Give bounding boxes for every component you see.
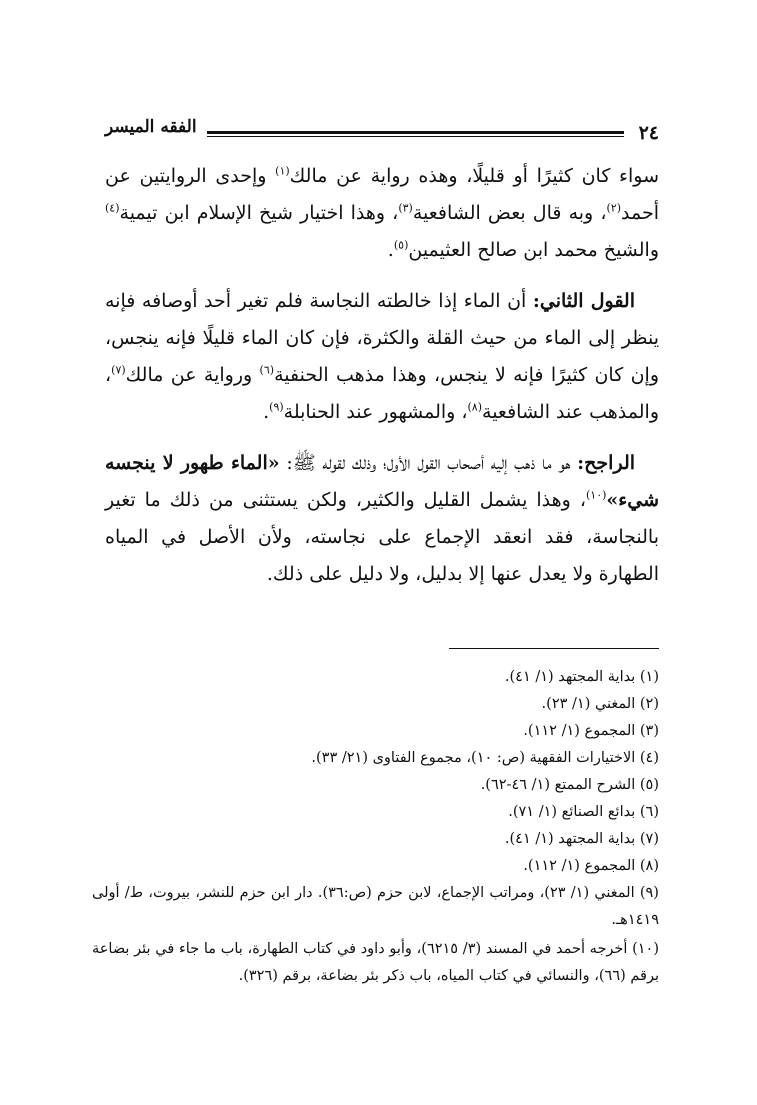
footnote-item: (٦) بدائع الصنائع (١/ ٧١). [508, 804, 659, 820]
footnote-item: (٥) الشرح الممتع (١/ ٤٦-٦٢). [480, 777, 659, 793]
footnote-ref[interactable]: (٨) [467, 400, 483, 414]
paragraph-3 [105, 445, 659, 593]
footnote-ref[interactable]: (٢) [606, 201, 622, 215]
text-run: ، وهذا اختيار شيخ الإسلام ابن تيمية [119, 202, 399, 224]
footnotes [92, 664, 659, 990]
text-run: ، والمشهور عند الحنابلة [283, 401, 468, 423]
footnote-ref[interactable]: (٩) [269, 400, 284, 414]
text-run: ، والمذهب عند الشافعية [105, 364, 659, 423]
footnote-ref[interactable]: (٤) [105, 201, 120, 215]
paragraph-2 [105, 283, 659, 431]
footnote-ref[interactable]: (٧) [111, 363, 126, 377]
text-run: والشيخ محمد ابن صالح العثيمين [408, 239, 659, 261]
page-number: ٢٤ [638, 122, 659, 144]
footnote-ref[interactable]: (١) [275, 164, 290, 178]
text-run: ، وهذا يشمل القليل والكثير، ولكن يستثنى من ذلك ما تغير بالنجاسة، فقد انعقد الإجماع على نجاسته، ولأن الأصل في المياه الطهارة ولا يعدل عنها إلا بدليل، ولا دليل على ذلك. [105, 489, 659, 585]
footnote-item: (٨) المجموع (١/ ١١٢). [523, 858, 659, 874]
footnote-item: (٤) الاختيارات الفقهية (ص: ١٠)، مجموع الفتاوى (٢١/ ٣٣). [311, 750, 659, 766]
footnote-item: (٧) بداية المجتهد (١/ ٤١). [504, 831, 659, 847]
text-run: هو ما ذهب إليه أصحاب القول الأول؛ وذلك لقوله ﷺ: [279, 452, 578, 474]
text-run: . [263, 401, 270, 423]
footnote-ref[interactable]: (٥) [393, 238, 409, 252]
footnote-ref[interactable]: (٦) [259, 363, 275, 377]
text-run: سواء كان كثيرًا أو قليلًا، وهذه رواية عن مالك [289, 165, 660, 187]
paragraph-1 [105, 158, 659, 269]
footnote-ref[interactable]: (٣) [398, 201, 413, 215]
section-lead: القول الثاني: [532, 290, 635, 312]
footnote-item: (٣) المجموع (١/ ١١٢). [523, 723, 659, 739]
book-title: الفقه الميسر [105, 117, 207, 137]
main-text [105, 158, 659, 607]
footnote-item: (١٠) أخرجه أحمد في المسند (٣/ ٦٢١٥)، وأبو داود في كتاب الطهارة، باب ما جاء في بئر بضاعة برقم (٦٦)، والنسائي في كتاب المياه، باب ذكر بئر بضاعة، برقم (٣٢٦). [92, 941, 660, 984]
hadith-quote: «الماء طهور لا ينجسه شيء» [105, 452, 659, 511]
footnote-ref[interactable]: (١٠) [586, 488, 607, 502]
text-run: أن الماء إذا خالطته النجاسة فلم تغير أحد أوصافه فإنه ينظر إلى الماء من حيث القلة والكثرة، فإن كان الماء قليلًا فإنه ينجس، وإن كان كثيرًا فإنه لا ينجس، وهذا مذهب الحنفية [105, 290, 659, 386]
section-lead: الراجح: [577, 452, 636, 474]
text-run: . [387, 239, 394, 261]
footnote-separator [449, 648, 659, 649]
footnote-item: (٢) المغني (١/ ٢٣). [541, 696, 659, 712]
text-run: وإحدى الروايتين عن أحمد [105, 165, 659, 224]
text-run: ورواية عن مالك [125, 364, 260, 386]
footnote-item: (٩) المغني (١/ ٢٣)، ومراتب الإجماع، لابن حزم (ص:٣٦). دار ابن حزم للنشر، بيروت، ط/ أولى ١٤١٩هـ. [92, 885, 659, 928]
text-run: ، وبه قال بعض الشافعية [412, 202, 607, 224]
footnote-item: (١) بداية المجتهد (١/ ٤١). [504, 669, 659, 685]
running-header [105, 117, 659, 150]
